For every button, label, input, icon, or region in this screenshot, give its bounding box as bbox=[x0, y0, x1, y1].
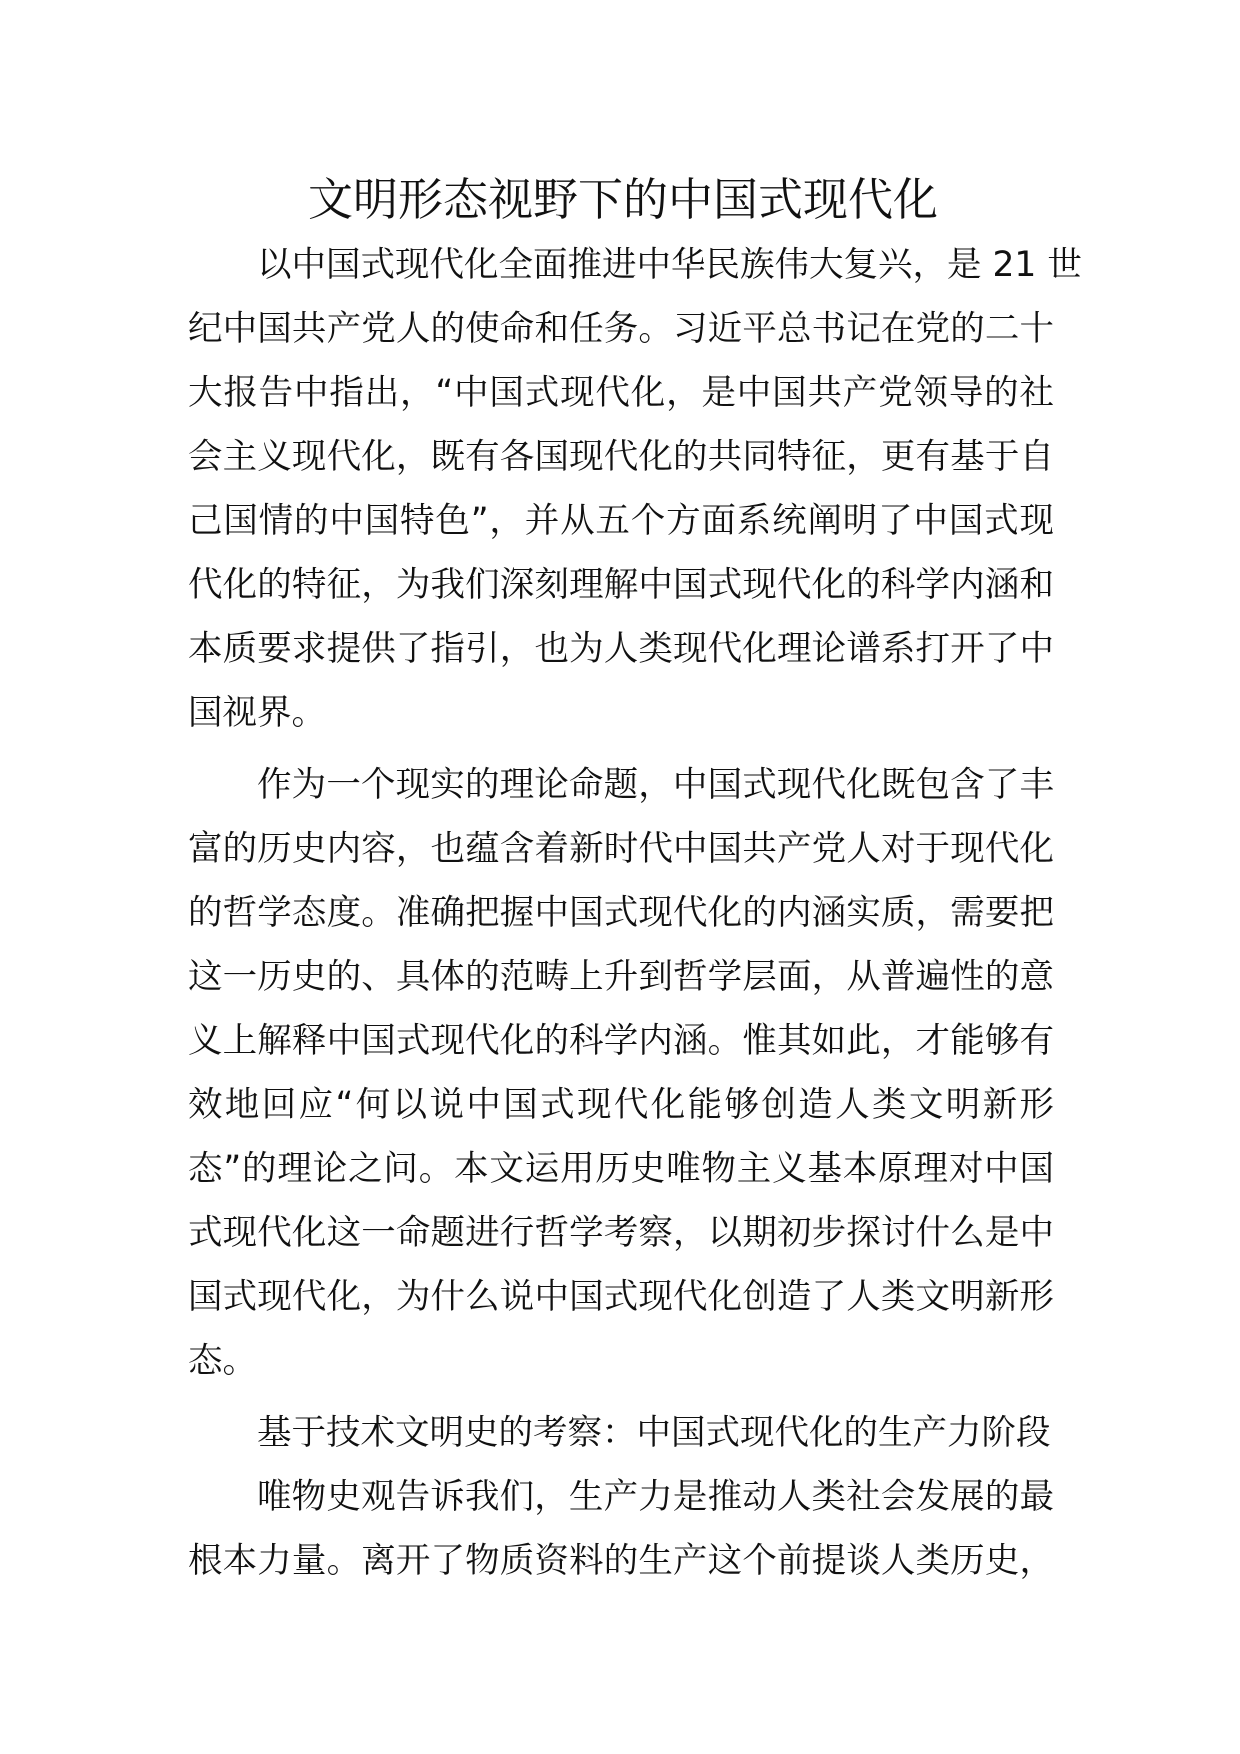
paragraph-line: 式现代化这一命题进行哲学考察，以期初步探讨什么是中 bbox=[188, 1213, 1054, 1253]
paragraph-line: 效地回应“何以说中国式现代化能够创造人类文明新形 bbox=[188, 1085, 1054, 1125]
paragraph-line: 代化的特征，为我们深刻理解中国式现代化的科学内涵和 bbox=[188, 565, 1054, 605]
paragraph-line: 大报告中指出，“中国式现代化，是中国共产党领导的社 bbox=[188, 373, 1054, 413]
paragraph-line: 义上解释中国式现代化的科学内涵。惟其如此，才能够有 bbox=[188, 1021, 1054, 1061]
paragraph-line: 这一历史的、具体的范畴上升到哲学层面，从普遍性的意 bbox=[188, 957, 1054, 997]
paragraph-line: 态。 bbox=[188, 1341, 257, 1381]
paragraph-line: 唯物史观告诉我们，生产力是推动人类社会发展的最 bbox=[257, 1477, 1054, 1517]
paragraph-line: 本质要求提供了指引，也为人类现代化理论谱系打开了中 bbox=[188, 629, 1054, 669]
paragraph-line: 作为一个现实的理论命题，中国式现代化既包含了丰 bbox=[257, 765, 1054, 805]
document-body bbox=[188, 233, 1082, 1601]
paragraph-line: 纪中国共产党人的使命和任务。习近平总书记在党的二十 bbox=[188, 309, 1054, 349]
paragraph-line: 国式现代化，为什么说中国式现代化创造了人类文明新形 bbox=[188, 1277, 1054, 1317]
paragraph-3 bbox=[188, 1465, 1054, 1593]
paragraph-line: 态”的理论之问。本文运用历史唯物主义基本原理对中国 bbox=[188, 1149, 1054, 1189]
paragraph-line: 富的历史内容，也蕴含着新时代中国共产党人对于现代化 bbox=[188, 829, 1054, 869]
paragraph-line: 根本力量。离开了物质资料的生产这个前提谈人类历史， bbox=[188, 1541, 1054, 1581]
section-heading: 基于技术文明史的考察：中国式现代化的生产力阶段 bbox=[257, 1413, 1051, 1453]
paragraph-line: 国视界。 bbox=[188, 693, 326, 733]
paragraph-2 bbox=[188, 753, 1054, 1393]
document-title: 文明形态视野下的中国式现代化 bbox=[307, 173, 938, 226]
paragraph-line: 会主义现代化，既有各国现代化的共同特征，更有基于自 bbox=[188, 437, 1054, 477]
paragraph-line: 己国情的中国特色”，并从五个方面系统阐明了中国式现 bbox=[188, 501, 1054, 541]
paragraph-line: 的哲学态度。准确把握中国式现代化的内涵实质，需要把 bbox=[188, 893, 1054, 933]
paragraph-1 bbox=[188, 233, 1082, 745]
paragraph-line: 以中国式现代化全面推进中华民族伟大复兴，是 21 世 bbox=[257, 245, 1082, 285]
